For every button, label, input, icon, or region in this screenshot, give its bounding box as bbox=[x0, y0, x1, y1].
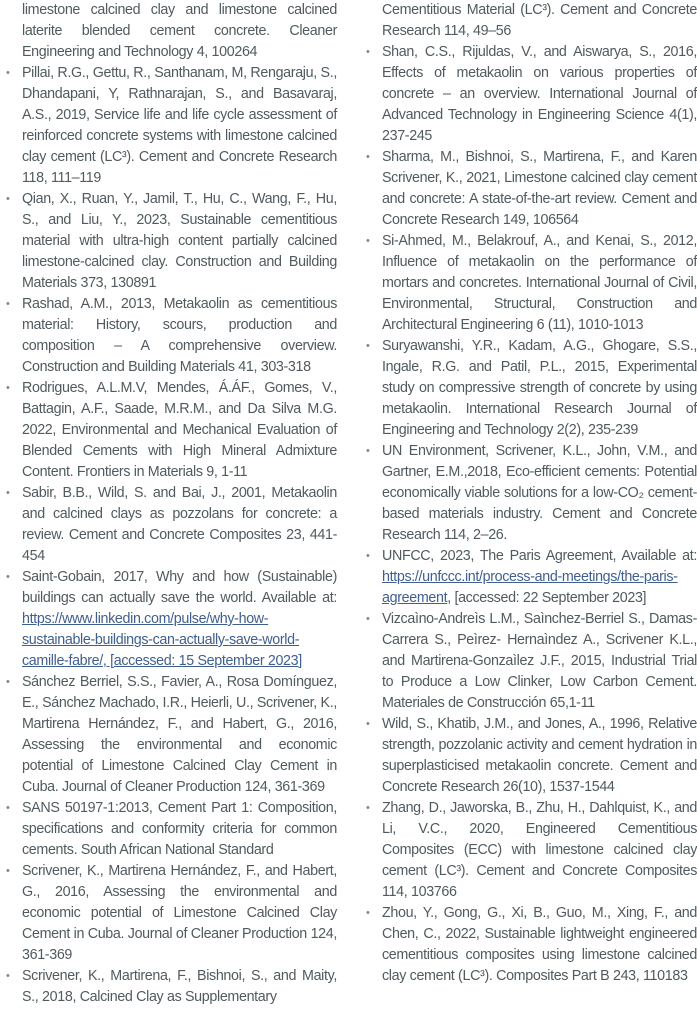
reference-text: Wild, S., Khatib, J.M., and Jones, A., 1996, Relative strength, pozzolanic activity and cement hydration in superplasticised metakaolin concrete. Cement and Concrete Research 26(10), 1537-1544 bbox=[382, 716, 697, 795]
reference-text: Scrivener, K., Martirena, F., Bishnoi, S., and Maity, S., 2018, Calcined Clay as Supplementary bbox=[22, 968, 337, 1005]
reference-text: Scrivener, K., Martirena Hernández, F., and Habert, G., 2016, Assessing the environmental and economic potential of Limestone Calcined Clay Cement in Cuba. Journal of Cleaner Production 124, 361-369 bbox=[22, 863, 337, 963]
reference-entry bbox=[366, 42, 697, 147]
bullet-icon: • bbox=[366, 340, 370, 352]
bullet-icon: • bbox=[6, 193, 10, 205]
reference-entry bbox=[366, 714, 697, 798]
bullet-icon: • bbox=[6, 67, 10, 79]
reference-text: Suryawanshi, Y.R., Kadam, A.G., Ghogare, S.S., Ingale, R.G. and Patil, P.L., 2015, Experimental study on compressive strength of concrete by using metakaolin. International Research Journal of Engineering and Technology 2(2), 235-239 bbox=[382, 338, 697, 438]
reference-text: UNFCC, 2023, The Paris Agreement, Available at: bbox=[382, 548, 697, 564]
reference-text: Zhou, Y., Gong, G., Xi, B., Guo, M., Xing, F., and Chen, C., 2022, Sustainable lightweight engineered cementitious composites using limestone calcined clay cement (LC³). Composites Part B 243, 110183 bbox=[382, 905, 697, 984]
bullet-icon: • bbox=[366, 802, 370, 814]
reference-entry bbox=[366, 231, 697, 336]
reference-text-after-link: , [accessed: 22 September 2023] bbox=[447, 590, 647, 606]
reference-entry bbox=[366, 0, 697, 42]
reference-text: Rashad, A.M., 2013, Metakaolin as cementitious material: History, scours, production and composition – A comprehensive overview. Construction and Building Materials 41, 303-318 bbox=[22, 296, 337, 375]
reference-entry bbox=[366, 546, 697, 609]
bullet-icon: • bbox=[366, 235, 370, 247]
reference-entry bbox=[366, 609, 697, 714]
reference-text: Sharma, M., Bishnoi, S., Martirena, F., and Karen Scrivener, K., 2021, Limestone calcined clay cement and concrete: A state-of-the-art review. Cement and Concrete Research 149, 106564 bbox=[382, 149, 697, 228]
reference-link[interactable]: https://www.linkedin.com/pulse/why-how-sustainable-buildings-can-actually-save-world-camille-fabre/, [accessed: 15 September 2023] bbox=[22, 611, 302, 669]
bullet-icon: • bbox=[6, 802, 10, 814]
reference-entry bbox=[6, 63, 337, 189]
bullet-icon: • bbox=[366, 550, 370, 562]
reference-text: Zhang, D., Jaworska, B., Zhu, H., Dahlquist, K., and Li, V.C., 2020, Engineered Cementitious Composites (ECC) with limestone calcined clay cement (LC³). Cement and Concrete Composites 114, 103766 bbox=[382, 800, 697, 900]
bullet-icon: • bbox=[6, 676, 10, 688]
bullet-icon: • bbox=[6, 382, 10, 394]
left-column bbox=[6, 0, 337, 1008]
bullet-icon: • bbox=[6, 970, 10, 982]
reference-text: Cementitious Material (LC³). Cement and Concrete Research 114, 49–56 bbox=[382, 2, 697, 39]
reference-text: Saint-Gobain, 2017, Why and how (Sustainable) buildings can actually save the world. Available at: bbox=[22, 569, 337, 606]
reference-entry bbox=[366, 336, 697, 441]
bullet-icon: • bbox=[366, 151, 370, 163]
reference-text: Sánchez Berriel, S.S., Favier, A., Rosa Domínguez, E., Sánchez Machado, I.R., Heierli, U., Scrivener, K., Martirena Hernández, F., and Habert, G., 2016, Assessing the environmental and economic potential of Limestone Calcined Clay Cement in Cuba. Journal of Cleaner Production 124, 361-369 bbox=[22, 674, 337, 795]
reference-text: SANS 50197-1:2013, Cement Part 1: Composition, specifications and conformity criteria for common cements. South African National Standard bbox=[22, 800, 337, 858]
reference-entry bbox=[366, 441, 697, 546]
bullet-icon: • bbox=[6, 571, 10, 583]
bullet-icon: • bbox=[6, 487, 10, 499]
right-column bbox=[366, 0, 697, 987]
bullet-icon: • bbox=[6, 298, 10, 310]
bullet-icon: • bbox=[366, 718, 370, 730]
reference-link[interactable]: https://unfccc.int/process-and-meetings/the-paris-agreement bbox=[382, 569, 678, 606]
reference-text: Rodrigues, A.L.M.V, Mendes, Á.ÁF., Gomes, V., Battagin, A.F., Saade, M.R.M., and Da Silva M.G. 2022, Environmental and Mechanical Evaluation of Blended Cements with High Mineral Admixture Content. Frontiers in Materials 9, 1-11 bbox=[22, 380, 337, 480]
bullet-icon: • bbox=[366, 445, 370, 457]
reference-text: Sabir, B.B., Wild, S. and Bai, J., 2001, Metakaolin and calcined clays as pozzolans for concrete: a review. Cement and Concrete Composites 23, 441-454 bbox=[22, 485, 337, 564]
reference-entry bbox=[6, 567, 337, 672]
reference-text: Vizcaìno-Andreìs L.M., Saìnchez-Berriel S., Damas-Carrera S., Peìrez- Hernaìndez A., Scrivener K.L., and Martirena-Gonzaìlez J.F., 2015, Industrial Trial to Produce a Low Clinker, Low Carbon Cement. Materiales de Construcción 65,1-11 bbox=[382, 611, 697, 711]
reference-entry bbox=[6, 483, 337, 567]
reference-entry bbox=[6, 861, 337, 966]
reference-text: UN Environment, Scrivener, K.L., John, V.M., and Gartner, E.M.,2018, Eco-efficient cements: Potential economically viable solutions for a low-CO₂ cement-based materials industry. Cement and Concrete Research 114, 2–26. bbox=[382, 443, 697, 543]
reference-text: Pillai, R.G., Gettu, R., Santhanam, M, Rengaraju, S., Dhandapani, Y, Rathnarajan, S., and Basavaraj, A.S., 2019, Service life and life cycle assessment of reinforced concrete systems with limestone calcined clay cement (LC³). Cement and Concrete Research 118, 111–119 bbox=[22, 65, 337, 186]
reference-entry bbox=[366, 798, 697, 903]
reference-text: limestone calcined clay and limestone calcined laterite blended cement concrete. Cleaner Engineering and Technology 4, 100264 bbox=[22, 2, 337, 60]
reference-entry bbox=[6, 0, 337, 63]
reference-entry bbox=[6, 966, 337, 1008]
bullet-icon: • bbox=[366, 46, 370, 58]
bullet-icon: • bbox=[366, 907, 370, 919]
reference-entry bbox=[6, 378, 337, 483]
reference-entry bbox=[366, 903, 697, 987]
reference-text: Si-Ahmed, M., Belakrouf, A., and Kenai, S., 2012, Influence of metakaolin on the performance of mortars and concretes. International Journal of Civil, Environmental, Structural, Construction and Architectural Engineering 6 (11), 1010-1013 bbox=[382, 233, 697, 333]
reference-entry bbox=[6, 294, 337, 378]
bullet-icon: • bbox=[6, 865, 10, 877]
bullet-icon: • bbox=[366, 613, 370, 625]
reference-text: Shan, C.S., Rijuldas, V., and Aiswarya, S., 2016, Effects of metakaolin on various properties of concrete – an overview. International Journal of Advanced Technology in Engineering Science 4(1), 237-245 bbox=[382, 44, 697, 144]
reference-entry bbox=[366, 147, 697, 231]
reference-text: Qian, X., Ruan, Y., Jamil, T., Hu, C., Wang, F., Hu, S., and Liu, Y., 2023, Sustainable cementitious material with ultra-high content partially calcined limestone-calcined clay. Construction and Building Materials 373, 130891 bbox=[22, 191, 337, 291]
reference-entry bbox=[6, 672, 337, 798]
reference-entry bbox=[6, 798, 337, 861]
reference-entry bbox=[6, 189, 337, 294]
